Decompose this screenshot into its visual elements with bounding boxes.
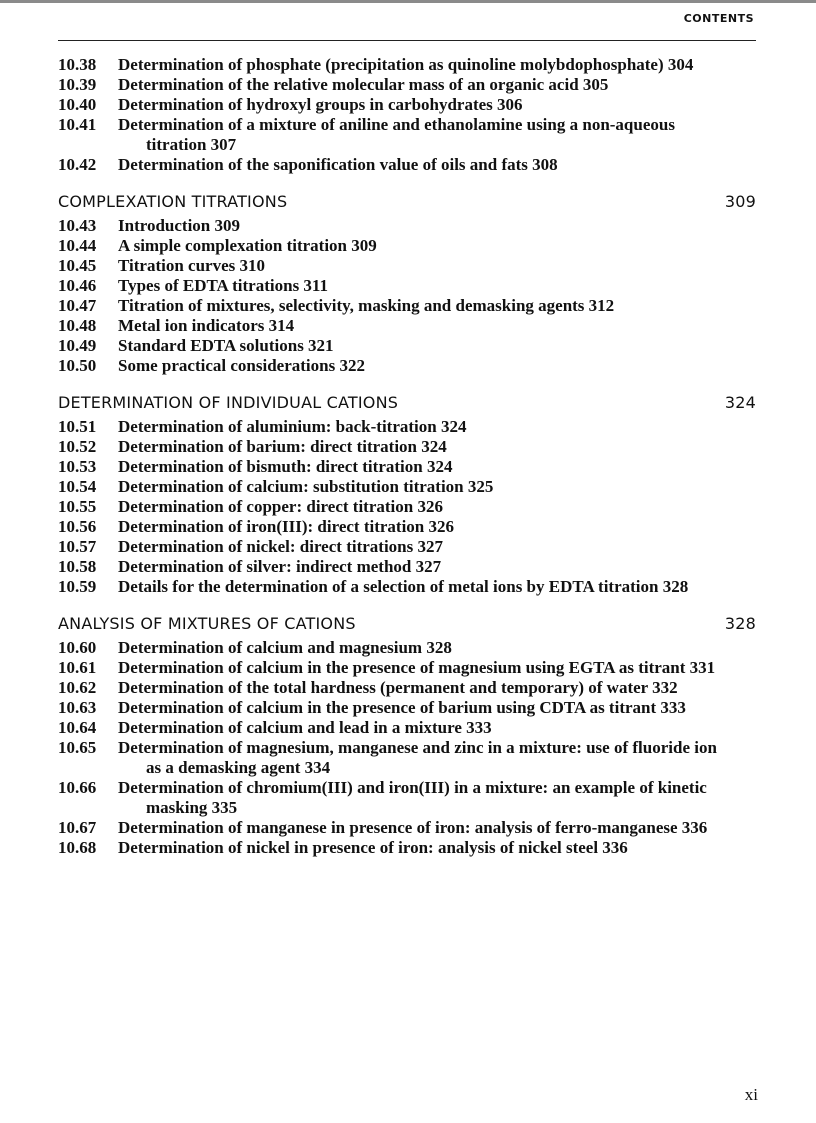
toc-entry[interactable] bbox=[58, 738, 756, 778]
entry-number: 10.51 bbox=[58, 417, 97, 436]
toc-entry[interactable] bbox=[58, 718, 756, 738]
entry-title: Metal ion indicators 314 bbox=[118, 316, 295, 335]
section-title: COMPLEXATION TITRATIONS bbox=[58, 192, 288, 211]
page-folio: xi bbox=[744, 1085, 758, 1104]
toc-entry[interactable] bbox=[58, 236, 756, 256]
entry-title: Determination of magnesium, manganese and zinc in a mixture: use of fluoride ion as a demasking agent 334 bbox=[118, 738, 717, 777]
entry-number: 10.61 bbox=[58, 658, 97, 677]
entry-title: Determination of phosphate (precipitation as quinoline molybdophosphate) 304 bbox=[118, 55, 694, 74]
entry-number: 10.67 bbox=[58, 818, 97, 837]
entry-title: Determination of silver: indirect method 327 bbox=[118, 557, 442, 576]
toc-entry[interactable] bbox=[58, 356, 756, 376]
section-page-number: 328 bbox=[724, 614, 756, 633]
entry-number: 10.59 bbox=[58, 577, 97, 596]
toc-entry[interactable] bbox=[58, 818, 756, 838]
entry-title: Titration of mixtures, selectivity, masking and demasking agents 312 bbox=[118, 296, 615, 315]
entry-number: 10.65 bbox=[58, 738, 97, 757]
section-page-number: 324 bbox=[724, 393, 756, 412]
entry-number: 10.47 bbox=[58, 296, 97, 315]
toc-entry[interactable] bbox=[58, 276, 756, 296]
toc-entry[interactable] bbox=[58, 216, 756, 236]
contents-list bbox=[58, 55, 756, 858]
toc-entry[interactable] bbox=[58, 698, 756, 718]
entry-title: Determination of manganese in presence of iron: analysis of ferro-manganese 336 bbox=[118, 818, 708, 837]
entry-title: Determination of copper: direct titration 326 bbox=[118, 497, 443, 516]
toc-entry[interactable] bbox=[58, 537, 756, 557]
entry-number: 10.46 bbox=[58, 276, 97, 295]
toc-entry[interactable] bbox=[58, 316, 756, 336]
toc-entry[interactable] bbox=[58, 55, 756, 75]
toc-entry[interactable] bbox=[58, 778, 756, 818]
entry-number: 10.50 bbox=[58, 356, 97, 375]
entry-title: Introduction 309 bbox=[118, 216, 241, 235]
entry-number: 10.43 bbox=[58, 216, 97, 235]
toc-entry[interactable] bbox=[58, 658, 756, 678]
entry-number: 10.56 bbox=[58, 517, 97, 536]
entry-title: Details for the determination of a selection of metal ions by EDTA titration 328 bbox=[118, 577, 689, 596]
toc-entry[interactable] bbox=[58, 417, 756, 437]
entry-title: Determination of nickel in presence of iron: analysis of nickel steel 336 bbox=[118, 838, 628, 857]
toc-entry[interactable] bbox=[58, 678, 756, 698]
entry-number: 10.54 bbox=[58, 477, 97, 496]
entry-title: Standard EDTA solutions 321 bbox=[118, 336, 334, 355]
toc-entry[interactable] bbox=[58, 838, 756, 858]
section-heading bbox=[58, 614, 756, 634]
entry-title: Determination of calcium: substitution titration 325 bbox=[118, 477, 494, 496]
entry-number: 10.39 bbox=[58, 75, 97, 94]
section-heading bbox=[58, 192, 756, 212]
running-head: CONTENTS bbox=[683, 12, 754, 25]
entry-number: 10.49 bbox=[58, 336, 97, 355]
entry-title: Determination of calcium in the presence of magnesium using EGTA as titrant 331 bbox=[118, 658, 716, 677]
entry-title: A simple complexation titration 309 bbox=[118, 236, 377, 255]
entry-number: 10.45 bbox=[58, 256, 97, 275]
entry-number: 10.38 bbox=[58, 55, 97, 74]
entry-title: Determination of barium: direct titration 324 bbox=[118, 437, 447, 456]
toc-entry[interactable] bbox=[58, 115, 756, 155]
toc-entry[interactable] bbox=[58, 336, 756, 356]
entry-number: 10.53 bbox=[58, 457, 97, 476]
toc-entry[interactable] bbox=[58, 457, 756, 477]
toc-entry[interactable] bbox=[58, 75, 756, 95]
toc-entry[interactable] bbox=[58, 577, 756, 597]
entry-number: 10.55 bbox=[58, 497, 97, 516]
entry-number: 10.63 bbox=[58, 698, 97, 717]
entry-number: 10.62 bbox=[58, 678, 97, 697]
toc-entry[interactable] bbox=[58, 557, 756, 577]
entry-number: 10.52 bbox=[58, 437, 97, 456]
entry-title: Determination of calcium in the presence of barium using CDTA as titrant 333 bbox=[118, 698, 686, 717]
entry-title: Determination of iron(III): direct titration 326 bbox=[118, 517, 455, 536]
toc-entry[interactable] bbox=[58, 477, 756, 497]
entry-number: 10.57 bbox=[58, 537, 97, 556]
page-top-edge bbox=[0, 0, 816, 3]
toc-entry[interactable] bbox=[58, 256, 756, 276]
entry-number: 10.60 bbox=[58, 638, 97, 657]
toc-entry[interactable] bbox=[58, 296, 756, 316]
section-title: ANALYSIS OF MIXTURES OF CATIONS bbox=[58, 614, 356, 633]
toc-entry[interactable] bbox=[58, 497, 756, 517]
entry-title: Determination of aluminium: back-titration 324 bbox=[118, 417, 467, 436]
entry-number: 10.40 bbox=[58, 95, 97, 114]
entry-title: Determination of the relative molecular mass of an organic acid 305 bbox=[118, 75, 609, 94]
entry-title: Some practical considerations 322 bbox=[118, 356, 365, 375]
entry-title: Types of EDTA titrations 311 bbox=[118, 276, 328, 295]
header-rule bbox=[58, 40, 756, 41]
entry-title: Determination of chromium(III) and iron(III) in a mixture: an example of kinetic masking 335 bbox=[118, 778, 707, 817]
toc-entry[interactable] bbox=[58, 638, 756, 658]
entry-title: Titration curves 310 bbox=[118, 256, 266, 275]
toc-entry[interactable] bbox=[58, 517, 756, 537]
toc-entry[interactable] bbox=[58, 95, 756, 115]
entry-title: Determination of the saponification value of oils and fats 308 bbox=[118, 155, 558, 174]
section-page-number: 309 bbox=[724, 192, 756, 211]
entry-title: Determination of hydroxyl groups in carbohydrates 306 bbox=[118, 95, 523, 114]
entry-number: 10.48 bbox=[58, 316, 97, 335]
entry-number: 10.58 bbox=[58, 557, 97, 576]
entry-number: 10.41 bbox=[58, 115, 97, 134]
entry-number: 10.64 bbox=[58, 718, 97, 737]
section-heading bbox=[58, 393, 756, 413]
toc-entry[interactable] bbox=[58, 437, 756, 457]
entry-number: 10.68 bbox=[58, 838, 97, 857]
toc-entry[interactable] bbox=[58, 155, 756, 175]
entry-title: Determination of bismuth: direct titration 324 bbox=[118, 457, 453, 476]
entry-title: Determination of the total hardness (permanent and temporary) of water 332 bbox=[118, 678, 678, 697]
entry-title: Determination of calcium and magnesium 328 bbox=[118, 638, 452, 657]
entry-number: 10.42 bbox=[58, 155, 97, 174]
entry-number: 10.66 bbox=[58, 778, 97, 797]
entry-title: Determination of calcium and lead in a mixture 333 bbox=[118, 718, 492, 737]
entry-number: 10.44 bbox=[58, 236, 97, 255]
entry-title: Determination of nickel: direct titrations 327 bbox=[118, 537, 443, 556]
section-title: DETERMINATION OF INDIVIDUAL CATIONS bbox=[58, 393, 399, 412]
entry-title: Determination of a mixture of aniline and ethanolamine using a non-aqueous titration 307 bbox=[118, 115, 675, 154]
